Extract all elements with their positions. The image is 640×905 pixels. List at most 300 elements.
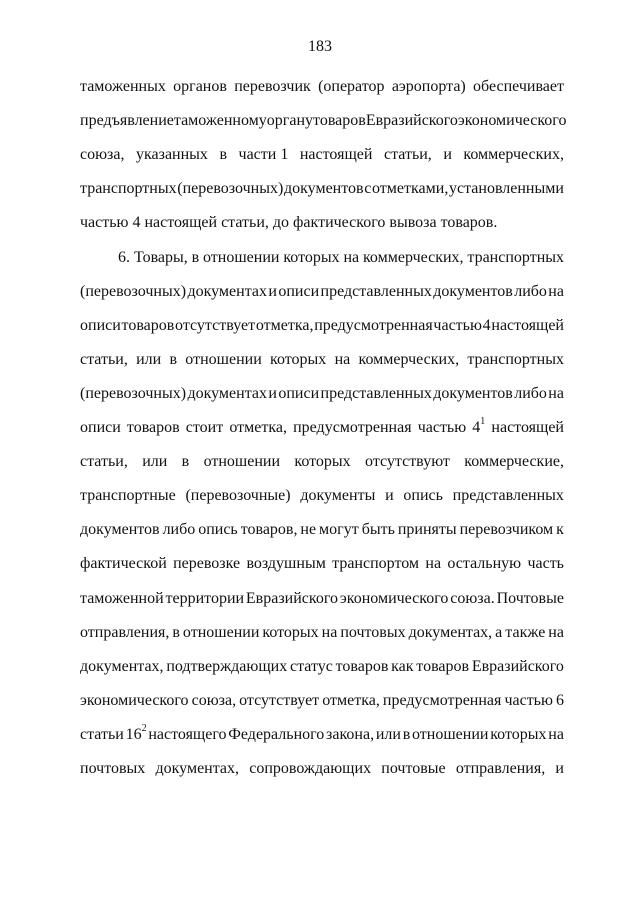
word-text: либо	[162, 521, 196, 538]
word-text: статьи	[80, 726, 124, 743]
word	[319, 520, 359, 540]
word	[433, 316, 482, 336]
word-text: в	[402, 726, 411, 743]
word-text: документов	[433, 283, 513, 300]
word-text: отметками,	[372, 180, 449, 197]
word	[239, 145, 289, 165]
word-text: транспортных	[80, 180, 177, 197]
word	[385, 486, 394, 506]
word-text: описи	[278, 283, 320, 300]
word-text: указанных	[136, 146, 208, 163]
word-text: в	[169, 351, 178, 368]
word-text: отсутствует	[239, 692, 320, 709]
word-text: части 1	[238, 146, 289, 163]
word-text: которых	[262, 624, 319, 641]
word	[449, 179, 564, 199]
word	[80, 111, 174, 131]
text-line	[80, 145, 564, 165]
word-text: экономического	[80, 692, 189, 709]
word-text: настоящей	[299, 146, 373, 163]
text-line	[80, 213, 564, 233]
text-line	[80, 691, 564, 711]
word	[381, 759, 445, 779]
text-line	[80, 623, 564, 643]
word-text: в	[191, 249, 200, 266]
word	[80, 486, 176, 506]
word-text: территории	[165, 590, 245, 607]
word	[392, 77, 466, 97]
word	[80, 554, 167, 574]
word	[322, 623, 338, 643]
text-line	[80, 282, 564, 302]
word-text: а	[495, 624, 503, 641]
word-text: закона,	[326, 726, 375, 743]
word-text: статьи,	[80, 351, 128, 368]
word-text: опись	[403, 487, 443, 504]
word-text: в	[219, 146, 228, 163]
word	[300, 486, 375, 506]
word-text: и	[443, 146, 452, 163]
superscript: 1	[480, 415, 486, 427]
word	[556, 691, 564, 711]
word-text: опись	[198, 521, 238, 538]
word-text: либо	[514, 283, 547, 300]
word-text: почтовых	[80, 760, 146, 777]
word	[173, 554, 240, 574]
word	[219, 145, 227, 165]
word	[450, 589, 494, 609]
text-line	[80, 350, 564, 370]
word-text: отметка,	[255, 317, 314, 334]
word	[80, 350, 128, 370]
word-text: на	[425, 555, 442, 572]
word-text: на	[548, 385, 564, 402]
word	[416, 657, 469, 677]
word	[267, 111, 313, 131]
word	[409, 623, 493, 643]
word	[268, 282, 277, 302]
word-text: быть	[361, 521, 395, 538]
word	[80, 179, 177, 199]
word	[173, 77, 227, 97]
word	[293, 418, 411, 438]
word	[284, 179, 364, 199]
word	[80, 759, 145, 779]
word	[118, 248, 188, 268]
word	[80, 77, 166, 97]
word	[80, 657, 164, 677]
word	[80, 384, 186, 404]
text-line	[80, 722, 564, 745]
word	[363, 248, 464, 268]
word	[166, 657, 287, 677]
word	[313, 111, 366, 131]
word	[467, 248, 564, 268]
word-text: документах,	[155, 760, 240, 777]
word	[548, 623, 564, 643]
word	[268, 384, 277, 404]
word-text: предъявление	[80, 112, 174, 129]
text-line	[80, 554, 564, 574]
word	[122, 316, 175, 336]
word	[246, 554, 325, 574]
word	[278, 384, 319, 404]
word	[246, 589, 338, 609]
word-text: отношении	[182, 624, 260, 641]
word-text: которых	[270, 351, 327, 368]
word-text: перевозке	[173, 555, 241, 572]
word	[228, 725, 324, 745]
text-line	[80, 77, 564, 97]
text-line	[80, 589, 564, 609]
word	[318, 77, 384, 97]
word	[278, 282, 319, 302]
word	[497, 589, 564, 609]
word-text: коммерческие,	[464, 453, 564, 470]
word	[365, 452, 450, 472]
word-text: предусмотренная	[293, 419, 412, 436]
word-text: в	[181, 453, 190, 470]
word	[473, 77, 564, 97]
word	[548, 725, 564, 745]
word-text: товаров	[126, 419, 180, 436]
word-text: с	[364, 180, 372, 197]
word	[364, 179, 371, 199]
word	[80, 520, 160, 540]
word-text: отправления,	[80, 624, 170, 641]
word	[80, 418, 121, 438]
word	[372, 179, 448, 199]
word	[234, 77, 311, 97]
text-line	[80, 179, 564, 199]
word-text: отношении	[412, 726, 489, 743]
word-text: представленных	[320, 283, 432, 300]
word	[366, 111, 458, 131]
word	[359, 350, 460, 370]
word	[504, 691, 553, 711]
word-text: как	[391, 658, 414, 675]
word-text: почтовые	[381, 760, 446, 777]
word	[495, 623, 502, 643]
word	[241, 520, 298, 540]
text-line	[80, 111, 567, 131]
word-text: приняты	[397, 521, 457, 538]
word-text: частью	[504, 692, 553, 709]
text-line	[80, 415, 564, 438]
word-text: отметка,	[229, 419, 287, 436]
word	[175, 316, 255, 336]
word-text: в	[172, 624, 180, 641]
text-line	[80, 520, 564, 540]
word-text: перевозчиком	[459, 521, 554, 538]
word-text: таможенному	[173, 112, 267, 129]
word	[443, 145, 452, 165]
word-text: подтверждающих	[166, 658, 288, 675]
word	[183, 623, 259, 643]
word-text: 4	[482, 317, 491, 334]
word	[80, 589, 164, 609]
word-text: настоящей	[491, 419, 564, 436]
page-number: 183	[308, 38, 332, 55]
word-text: документов	[433, 385, 513, 402]
word-text: почтовых	[340, 624, 406, 641]
word	[300, 145, 373, 165]
word	[177, 179, 283, 199]
word	[80, 452, 128, 472]
word-text: статьи,	[383, 146, 432, 163]
word-text: также	[505, 624, 546, 641]
word	[403, 725, 411, 745]
word	[343, 248, 359, 268]
word	[467, 350, 564, 370]
word	[391, 657, 413, 677]
word	[326, 725, 374, 745]
word	[384, 145, 432, 165]
word-text: которых	[490, 726, 547, 743]
word	[80, 623, 169, 643]
word	[166, 589, 245, 609]
word	[472, 415, 486, 438]
word-text: настоящего	[148, 726, 227, 743]
word-text: описи	[278, 385, 320, 402]
word	[514, 282, 547, 302]
word-text: документы	[300, 487, 376, 504]
word	[398, 520, 457, 540]
word-text: на	[321, 624, 338, 641]
word	[142, 452, 167, 472]
word-text: товаров	[313, 112, 366, 129]
word-text: настоящей	[491, 317, 564, 334]
word	[314, 316, 432, 336]
word-text: транспортных	[467, 249, 564, 266]
word	[229, 418, 287, 438]
word-text: товаров	[335, 658, 389, 675]
word-text: (перевозочных)	[80, 385, 187, 402]
word-text: не	[300, 521, 317, 538]
word-text: таможенной	[80, 590, 164, 607]
word	[362, 520, 395, 540]
word-text: или	[142, 453, 168, 470]
word	[204, 452, 280, 472]
word-text: предусмотренная	[382, 692, 502, 709]
word	[198, 520, 238, 540]
word	[192, 248, 200, 268]
word	[456, 759, 545, 779]
word-text: или	[136, 351, 162, 368]
word	[425, 554, 441, 574]
word	[433, 282, 513, 302]
word	[340, 623, 405, 643]
word-text: товаров,	[240, 521, 298, 538]
word-text: транспортные	[80, 487, 176, 504]
word	[80, 213, 497, 233]
word	[376, 725, 401, 745]
word-text: и	[385, 487, 394, 504]
word	[460, 520, 554, 540]
word-text: (оператор	[318, 78, 385, 95]
text-line	[80, 452, 564, 472]
word	[80, 145, 124, 165]
word	[270, 350, 326, 370]
word	[80, 282, 186, 302]
word-text: органу	[266, 112, 314, 129]
word-text: Евразийского	[365, 112, 458, 129]
word-text: частью	[417, 419, 467, 436]
word-text: товаров	[416, 658, 470, 675]
word-text: статус	[290, 658, 333, 675]
word	[80, 316, 121, 336]
word	[148, 725, 226, 745]
word	[80, 691, 189, 711]
word-text: документах	[187, 385, 267, 402]
word	[548, 384, 564, 404]
word	[556, 520, 564, 540]
word-text: Евразийского	[245, 590, 339, 607]
word-text: коммерческих,	[362, 249, 464, 266]
word	[239, 691, 319, 711]
word-text: союза.	[450, 590, 495, 607]
text-line	[80, 316, 564, 336]
superscript: 2	[141, 722, 147, 734]
word-text: частью 4 настоящей статьи, до фактического вывоза товаров.	[80, 214, 498, 231]
word-text: органов	[173, 78, 227, 95]
word-text: 16	[125, 726, 142, 743]
word	[458, 111, 567, 131]
word	[463, 145, 564, 165]
word-text: Федерального	[228, 726, 325, 743]
word	[555, 759, 564, 779]
word-text: (перевозочных)	[177, 180, 284, 197]
word-text: описи	[80, 419, 121, 436]
word	[182, 452, 190, 472]
word-text: документов	[283, 180, 364, 197]
word-text: на	[548, 283, 564, 300]
word	[491, 418, 564, 438]
word-text: 4	[472, 419, 481, 436]
word	[185, 486, 290, 506]
word-text: фактической	[80, 555, 167, 572]
word-text: отсутствует	[175, 317, 256, 334]
word	[294, 452, 350, 472]
word	[322, 691, 380, 711]
word	[483, 316, 491, 336]
word-text: представленных	[320, 385, 432, 402]
word-text: сопровождающих	[249, 760, 372, 777]
word-text: Почтовые	[496, 590, 564, 607]
word	[490, 725, 546, 745]
word	[163, 520, 196, 540]
word-text: воздушным	[246, 555, 326, 572]
word-text: установленными	[448, 180, 564, 197]
word-text: и	[268, 283, 277, 300]
word	[203, 248, 279, 268]
word	[192, 691, 236, 711]
word-text: частью	[433, 317, 482, 334]
word-text: документов	[80, 521, 160, 538]
word-text: на	[334, 351, 351, 368]
word-text: документах,	[80, 658, 164, 675]
word	[125, 722, 147, 745]
word-text: либо	[514, 385, 547, 402]
word-text: Евразийского	[471, 658, 564, 675]
text-line	[80, 657, 564, 677]
word-text: на	[548, 624, 564, 641]
word-text: аэропорта)	[391, 78, 466, 95]
word	[187, 384, 267, 404]
word-text: (перевозочных)	[80, 283, 187, 300]
word-text: отправления,	[455, 760, 546, 777]
word	[127, 418, 180, 438]
word-text: на	[548, 726, 564, 743]
word-text: на	[343, 249, 360, 266]
word-text: транспортом	[332, 555, 420, 572]
word-text: могут	[319, 521, 359, 538]
word-text: отсутствуют	[365, 453, 450, 470]
word	[335, 350, 351, 370]
word-text: коммерческих,	[358, 351, 460, 368]
word-text: транспортных	[467, 351, 564, 368]
word	[249, 759, 371, 779]
word-text: 6	[555, 692, 564, 709]
word	[340, 589, 449, 609]
word-text: остальную	[447, 555, 522, 572]
word	[80, 725, 124, 745]
word	[453, 486, 564, 506]
word-text: к	[556, 521, 564, 538]
word	[155, 759, 239, 779]
word	[514, 384, 547, 404]
word-text: обеспечивает	[473, 78, 564, 95]
word	[472, 657, 564, 677]
word	[464, 452, 564, 472]
word	[336, 657, 389, 677]
word	[321, 282, 432, 302]
word-text: товаров	[121, 317, 175, 334]
text-line	[80, 384, 564, 404]
word	[136, 145, 208, 165]
text-line	[80, 486, 564, 506]
word	[290, 657, 333, 677]
word	[418, 418, 467, 438]
word	[169, 350, 177, 370]
word	[174, 111, 267, 131]
word-text: представленных	[452, 487, 564, 504]
word	[262, 623, 318, 643]
word-text: коммерческих,	[463, 146, 564, 163]
word	[548, 282, 564, 302]
text-line	[118, 248, 564, 268]
word	[332, 554, 419, 574]
word-text: предусмотренная	[314, 317, 433, 334]
word	[136, 350, 161, 370]
word-text: отношении	[203, 249, 280, 266]
word-text: отношении	[185, 351, 262, 368]
word	[186, 418, 223, 438]
word	[187, 282, 267, 302]
word-text: и	[555, 760, 564, 777]
word	[491, 316, 564, 336]
word-text: таможенных	[80, 78, 166, 95]
word-text: стоит	[185, 419, 224, 436]
word-text: описи	[80, 317, 121, 334]
word	[383, 691, 501, 711]
word	[300, 520, 316, 540]
word	[283, 248, 339, 268]
word-text: которых	[294, 453, 351, 470]
word-text: которых	[283, 249, 340, 266]
word	[256, 316, 314, 336]
word	[527, 554, 564, 574]
